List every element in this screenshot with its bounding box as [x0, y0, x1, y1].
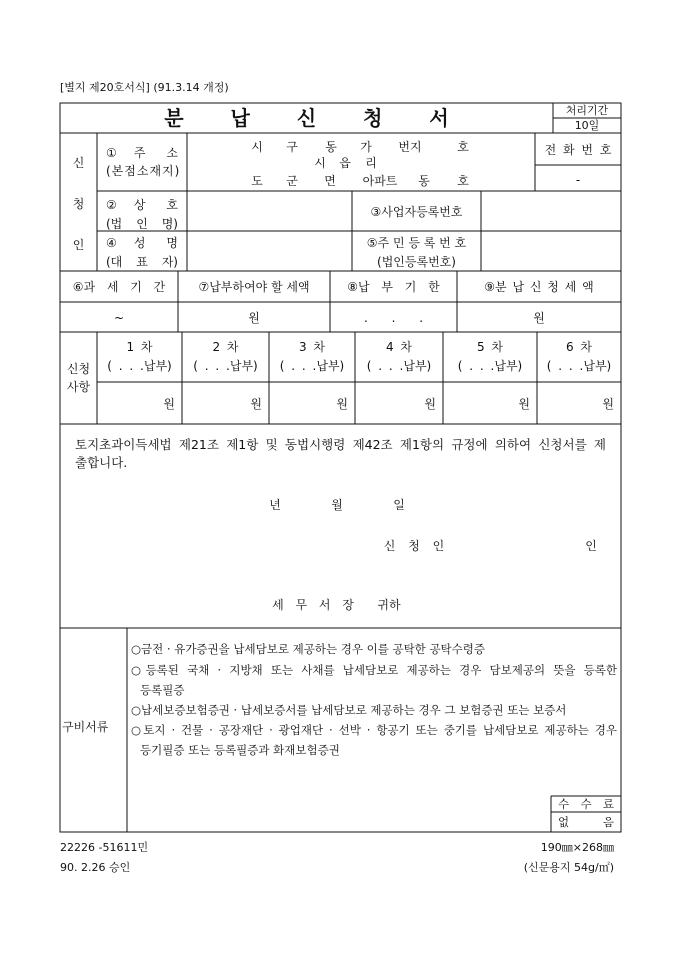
date-year-label: 년 [269, 498, 281, 512]
installment-label: 3 차 [298, 340, 326, 354]
address-word: 동 [325, 140, 337, 154]
declaration-text: 출합니다. [75, 455, 128, 470]
tax-amount-due-unit: 원 [248, 311, 260, 325]
address-sublabel: (본점소재지) [106, 164, 181, 178]
seal-mark: 인 [585, 539, 597, 553]
address-label: ①주 소 [106, 146, 178, 160]
installment-amount-unit: 원 [602, 397, 614, 411]
installment-date: ( . . .납부) [457, 359, 523, 373]
installments-section-label: 신청 [66, 362, 91, 376]
installment-amount-unit: 원 [424, 397, 436, 411]
required-document-line: ○금전 · 유가증권을 납세담보로 제공하는 경우 이를 공탁한 공탁수령증 [131, 642, 485, 656]
installment-amount-unit: 원 [533, 311, 545, 325]
corporate-registration-label: (법인등록번호) [377, 255, 456, 269]
installment-amount-unit: 원 [518, 397, 530, 411]
resident-registration-label: ⑤주 민 등 록 번 호 [366, 236, 467, 250]
required-document-line: ○납세보증보험증권 · 납세보증서를 납세담보로 제공하는 경우 그 보험증권 또는 보증서 [131, 703, 567, 717]
address-word: 시 [314, 156, 326, 170]
address-word: 구 [286, 140, 298, 154]
installment-amount-unit: 원 [336, 397, 348, 411]
address-word: 동 [418, 174, 430, 188]
tax-due-date-value: . . . [363, 311, 424, 325]
date-day-label: 일 [393, 498, 405, 512]
address-word: 리 [365, 156, 377, 170]
installment-label: 1 차 [126, 340, 153, 354]
installment-label: 5 차 [476, 340, 504, 354]
processing-period-value: 10일 [574, 119, 600, 132]
address-word: 도 [251, 174, 263, 188]
fee-value: 없 음 [558, 815, 614, 829]
tax-period-value: ~ [113, 311, 125, 325]
paper-type: (신문용지 54g/㎡) [523, 861, 614, 874]
required-document-line: 등록필증 [140, 683, 185, 697]
applicant-signature-label: 신 청 인 [383, 539, 445, 553]
installment-amount-unit: 원 [250, 397, 262, 411]
declaration-text: 토지초과이득세법 제21조 제1항 및 동법시행령 제42조 제1항의 규정에 의하여 신청서를 제 [75, 437, 606, 452]
installment-date: ( . . .납부) [279, 359, 345, 373]
addressee-honorific: 귀하 [377, 598, 401, 612]
installment-label: 6 차 [565, 340, 593, 354]
company-label: ②상 호 [106, 198, 178, 212]
address-word: 시 [251, 140, 263, 154]
tax-period-label: ⑥과 세 기 간 [72, 280, 166, 294]
address-word: 번지 [398, 140, 422, 154]
installment-date: ( . . .납부) [107, 359, 172, 373]
installments-section-label: 사항 [66, 380, 91, 394]
addressee: 세 무 서 장 [272, 598, 354, 612]
tax-due-date-label: ⑧납 부 기 한 [347, 280, 440, 294]
installment-date: ( . . .납부) [193, 359, 258, 373]
address-word: 군 [286, 174, 298, 188]
paper-size: 190㎜×268㎜ [540, 841, 614, 854]
installment-amount-unit: 원 [163, 397, 175, 411]
representative-label: ④성 명 [106, 236, 178, 250]
applicant-section-label: 인 [72, 238, 85, 252]
address-word: 가 [360, 140, 372, 154]
date-month-label: 월 [331, 498, 343, 512]
required-document-line: ○토지 · 건물 · 공장재단 · 광업재단 · 선박 · 항공기 또는 중기를 납세담보로 제공하는 경우 [131, 723, 617, 737]
address-word: 아파트 [362, 174, 398, 188]
installment-date: ( . . .납부) [366, 359, 432, 373]
installment-label: 4 차 [385, 340, 413, 354]
phone-value: - [575, 173, 581, 187]
address-word: 호 [457, 140, 469, 154]
address-word: 면 [324, 174, 336, 188]
address-word: 호 [457, 174, 469, 188]
page-title: 분 납 신 청 서 [164, 106, 449, 130]
installment-date: ( . . .납부) [546, 359, 612, 373]
applicant-section-label: 신 [72, 156, 85, 170]
phone-label: 전 화 번 호 [544, 143, 612, 157]
required-document-line: ○등록된 국채 · 지방채 또는 사채를 납세담보로 제공하는 경우 담보제공의 뜻을 등록한 [131, 663, 617, 677]
fee-label: 수 수 료 [558, 797, 614, 811]
required-document-line: 등기필증 또는 등록필증과 화재보험증권 [140, 743, 340, 757]
processing-period-label: 처리기간 [565, 104, 609, 117]
company-sublabel: (법 인 명) [106, 217, 178, 231]
installment-label: 2 차 [212, 340, 239, 354]
required-documents-label: 구비서류 [62, 720, 109, 734]
representative-sublabel: (대 표 자) [106, 255, 178, 269]
print-code: 22226 -51611민 [60, 841, 149, 854]
installment-amount-label: ⑨분 납 신 청 세 액 [484, 280, 594, 294]
applicant-section-label: 청 [72, 197, 85, 211]
tax-amount-due-label: ⑦납부하여야 할 세액 [198, 280, 310, 294]
form-code: [별지 제20호서식] (91.3.14 개정) [60, 81, 229, 94]
address-word: 읍 [339, 156, 351, 170]
business-registration-label: ③사업자등록번호 [370, 205, 463, 219]
approval-note: 90. 2.26 승인 [60, 861, 131, 874]
